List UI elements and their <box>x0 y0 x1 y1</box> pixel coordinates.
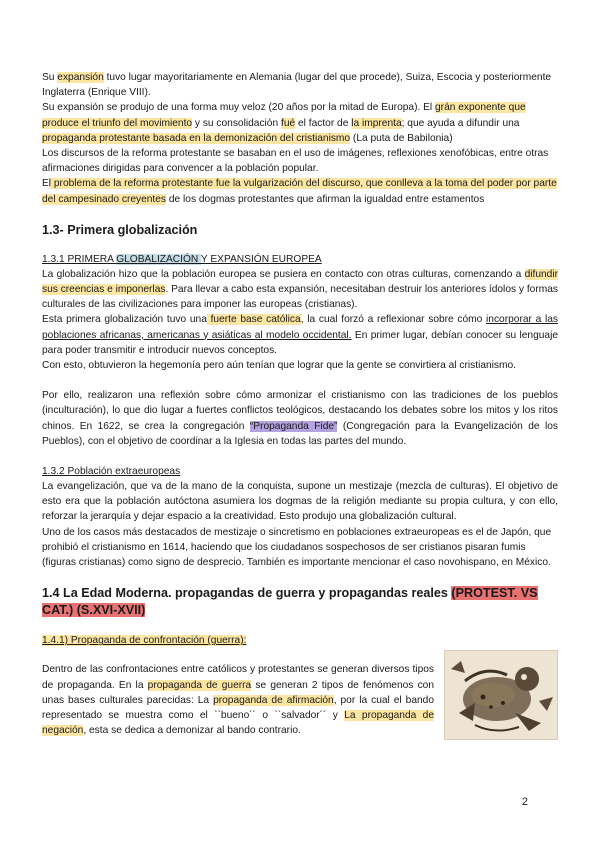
text-run: En primer lugar, debían conocer su lenguaje para poder transmitir e introducir nuevos conceptos. <box>42 329 559 356</box>
text-run: y su consolidación <box>192 117 281 129</box>
highlight: La propaganda de negación <box>42 710 434 737</box>
section-heading-1-4 <box>42 585 558 619</box>
underlined-text: incorporar a las poblaciones africanas, americanas y asiáticas al modelo occidental. <box>42 314 558 341</box>
text-run: . Para llevar a cabo esta expansión, necesitaban destruir los anteriores ídolos y formas culturales de las civilizaciones para imponer las europeas (cristianas). <box>42 284 558 311</box>
paragraph-evangelization: La evangelización, que va de la mano de la conquista, supone un mestizaje (mezcla de culturas). El objetivo de esto era que la población autóctona asumiera los dogmas de la religión mediante su propia cultura, y con ello, reforzar la jerarquía y dejar espacio a la creatividad. Esto produjo una globalización cultural. <box>42 481 558 523</box>
propaganda-text-column <box>42 662 444 738</box>
paragraph-japan: Uno de los casos más destacados de mestizaje o sincretismo en poblaciones extraeuropeas es el de Japón, que prohibió el cristianismo en 1614, haciendo que los ciudadanos sospechosos de ser cristianos pisaran fumis (figuras cristianas) como signo de desprecio. También es importante mencionar el caso novohispano, en México. <box>42 526 552 569</box>
text-run: se generan 2 tipos de fenómenos con unas bases culturales parecidas: La <box>42 679 434 706</box>
intro-paragraph-3: Los discursos de la reforma protestante se basaban en el uso de imágenes, reflexiones xenofóbicas, entre otras afirmaciones dirigidas para convencer a la población popular. <box>42 148 549 175</box>
propaganda-row <box>42 662 558 740</box>
highlight: GLOBALIZACIÓN <box>116 253 201 265</box>
subsection-heading-1-4-1 <box>42 633 558 648</box>
text-run: Su expansión se produjo de una forma muy veloz (20 años por la mitad de Europa). El <box>42 102 436 114</box>
text-run: (Congregación para la Evangelización de los Pueblos), con el objetivo de coordinar a la Iglesia en todas las partes del mundo. <box>42 420 558 447</box>
highlight: l problema de la reforma protestante fue la vulgarización del discurso, que conlleva a la toma del poder por parte del campesinado creyentes <box>42 178 557 205</box>
text-run: , por la cual el bando representado se muestra como el ``bueno´´ o ``salvador´´ y <box>42 694 434 722</box>
highlight: 1.4.1) Propaganda de confrontación (guerra): <box>42 635 247 647</box>
highlight: difundir sus creencias e imponerlas <box>42 268 558 296</box>
text-run: E <box>42 178 49 190</box>
text-run: La globalización hizo que la población europea se pusiera en contacto con otras culturas, comenzando a <box>42 268 525 280</box>
text-run: 1.4 La Edad Moderna. propagandas de guerra y propagandas reales <box>42 586 452 601</box>
woodcut-illustration-graphic <box>445 651 557 739</box>
intro-paragraph-2 <box>42 100 558 146</box>
paragraph-hegemony: Con esto, obtuvieron la hegemonía pero aún tenían que lograr que la gente se convirtiera al cristianismo. <box>42 360 517 372</box>
text-run: Esta primera globalización tuvo una <box>42 314 207 326</box>
highlight: fuerte base católica <box>206 314 301 326</box>
woodcut-illustration <box>444 650 558 740</box>
highlight: propaganda de afirmación <box>213 694 334 706</box>
text-run: el factor de <box>295 117 352 129</box>
subsection-heading-1-3-2: 1.3.2 Población extraeuropeas <box>42 466 181 478</box>
text-run: tuvo lugar mayoritariamente en Alemania (lugar del que procede), Suiza, Escocia y posteriormente Inglaterra (Enrique VIII). <box>42 72 552 99</box>
highlight: grán exponente que produce el triunfo del movimiento <box>42 102 526 129</box>
text-run: Por ello, realizaron una reflexión sobre cómo armonizar el cristianismo con las tradiciones de los pueblos (inculturación), lo que dio lugar a fuertes conflictos teológicos, destacando los debates sobre los mitos y los ritos chinos. En 1622, se crea la congregación <box>42 390 558 432</box>
subsection-heading-1-3-1 <box>42 252 558 267</box>
highlight: “Propaganda Fide” <box>249 420 338 432</box>
paragraph-catholic-base <box>42 312 558 358</box>
highlight: la imprenta <box>351 117 402 129</box>
text-run: 1.3.1 PRIMERA <box>42 253 117 265</box>
paragraph-globalization <box>42 267 558 313</box>
paragraph-inculturation <box>42 388 558 449</box>
highlight: fué <box>280 117 296 129</box>
document-page <box>42 70 558 740</box>
text-run: Su <box>42 72 58 83</box>
page-number: 2 <box>521 796 528 808</box>
highlight: propaganda protestante basada en la demonización del cristianismo <box>42 132 351 144</box>
highlight: (PROTEST. VS CAT.) (S.XVI-XVII) <box>42 586 538 618</box>
intro-paragraph-1 <box>42 70 558 100</box>
text-run: Dentro de las confrontaciones entre católicos y protestantes se generan diversos tipos de propaganda. En la <box>42 664 434 691</box>
text-run: ; que ayuda a difundir una <box>401 117 520 129</box>
text-run: de los dogmas protestantes que afirman la igualdad entre estamentos <box>166 193 485 205</box>
highlight: expansión <box>57 72 104 83</box>
text-run: , la cual forzó a reflexionar sobre cómo <box>300 314 487 326</box>
text-run: Y EXPANSIÓN EUROPEA <box>200 253 322 265</box>
section-heading-1-3: 1.3- Primera globalización <box>42 222 198 237</box>
highlight: propaganda de guerra <box>147 679 252 691</box>
text-run: (La puta de Babilonia) <box>350 132 453 144</box>
text-run: , esta se dedica a demonizar al bando contrario. <box>83 725 301 737</box>
intro-paragraph-4 <box>42 176 558 206</box>
paragraph-war-propaganda <box>42 662 434 738</box>
